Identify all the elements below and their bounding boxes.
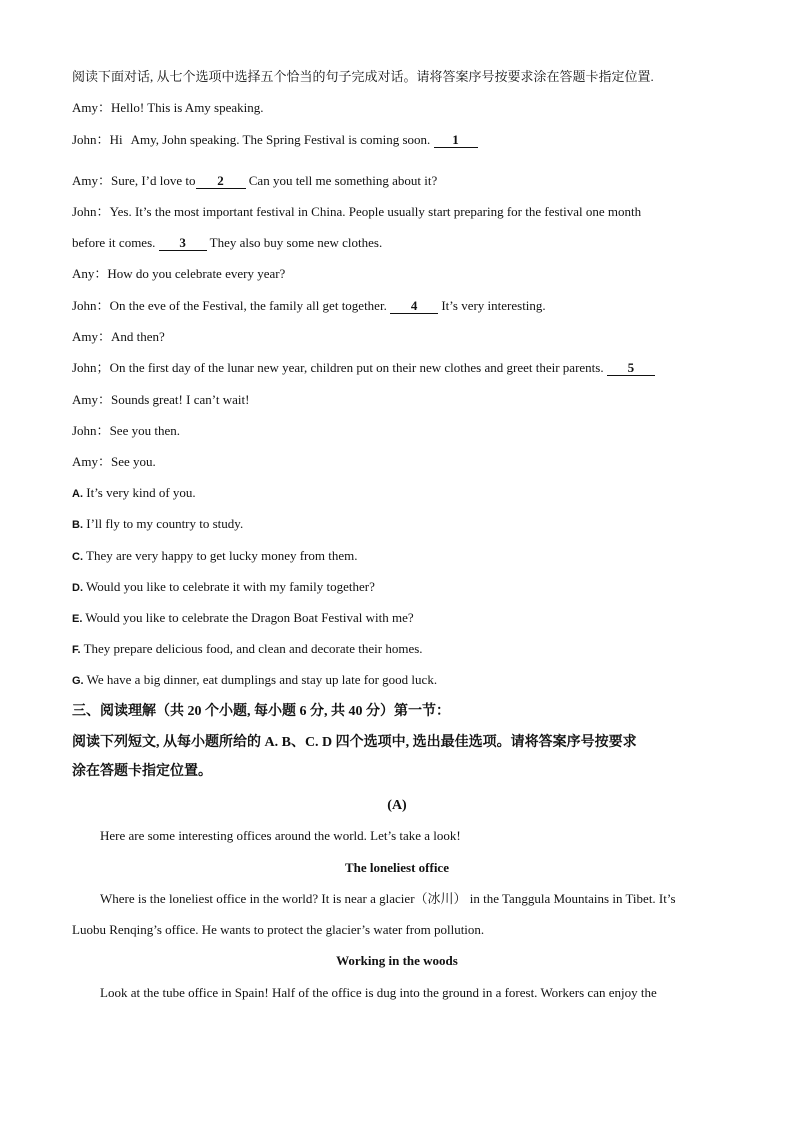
option-g: G. We have a big dinner, eat dumplings and stay up late for good luck.	[72, 672, 438, 687]
section-instruction-line-1: 阅读下列短文, 从每小题所给的 A. B、C. D 四个选项中, 选出最佳选项。请将答案序号按要求	[72, 735, 637, 750]
option-c: C. They are very happy to get lucky money from them.	[72, 548, 358, 563]
speaker: John；	[72, 360, 110, 375]
option-b: B. I’ll fly to my country to study.	[72, 516, 244, 531]
option-d: D. Would you like to celebrate it with my family together?	[72, 579, 375, 594]
paragraph-loneliest-line-1: Where is the loneliest office in the world? It is near a glacier（冰川） in the Tanggula Mountains in Tibet. It’s	[100, 891, 676, 906]
answer-blank-4[interactable]: 4	[390, 299, 438, 314]
speaker: Amy：	[72, 329, 112, 344]
dialogue-line-12: Amy：See you.	[72, 454, 156, 469]
subheading-loneliest-office: The loneliest office	[345, 860, 449, 875]
option-f: F. They prepare delicious food, and clean and decorate their homes.	[72, 641, 423, 656]
answer-blank-1[interactable]: 1	[434, 133, 478, 148]
section-instruction-line-2: 涂在答题卡指定位置。	[72, 764, 212, 779]
dialogue-line-4: John：Yes. It’s the most important festival in China. People usually start preparing for the festival one month	[72, 204, 642, 219]
option-a: A. It’s very kind of you.	[72, 485, 196, 500]
paragraph-woods-line-1: Look at the tube office in Spain! Half of the office is dug into the ground in a forest. Workers can enjoy the	[100, 985, 657, 1000]
answer-blank-3[interactable]: 3	[159, 236, 207, 251]
speaker: John：	[72, 204, 110, 219]
speaker: John：	[72, 298, 110, 313]
dialogue-line-11: John：See you then.	[72, 423, 180, 438]
speaker: Amy：	[72, 173, 112, 188]
dialogue-line-8: Amy：And then?	[72, 329, 165, 344]
section-heading: 三、阅读理解（共 20 个小题, 每小题 6 分, 共 40 分）第一节：	[72, 704, 450, 719]
dialogue-line-1: Amy：Hello! This is Amy speaking.	[72, 100, 264, 115]
passage-intro: Here are some interesting offices around the world. Let’s take a look!	[100, 828, 461, 843]
dialogue-line-2: John：Hi Amy, John speaking. The Spring Festival is coming soon. 1	[72, 132, 478, 148]
dialogue-line-3: Amy：Sure, I’d love to 2 Can you tell me something about it?	[72, 173, 438, 188]
dialogue-line-6: Any：How do you celebrate every year?	[72, 266, 286, 281]
answer-blank-2[interactable]: 2	[196, 174, 246, 189]
passage-label: (A)	[387, 798, 407, 813]
answer-blank-5[interactable]: 5	[607, 361, 655, 376]
speaker: John：	[72, 423, 110, 438]
dialogue-line-10: Amy：Sounds great! I can’t wait!	[72, 392, 250, 407]
speaker: John：	[72, 132, 110, 147]
dialogue-line-9: John；On the first day of the lunar new year, children put on their new clothes and greet their parents. 5	[72, 360, 655, 376]
speaker: Amy：	[72, 100, 112, 115]
dialogue-line-7: John：On the eve of the Festival, the family all get together. 4 It’s very interesting.	[72, 298, 546, 313]
subheading-working-in-woods: Working in the woods	[336, 953, 458, 968]
speaker: Amy：	[72, 392, 112, 407]
speaker: Amy：	[72, 454, 112, 469]
task-instructions: 阅读下面对话, 从七个选项中选择五个恰当的句子完成对话。请将答案序号按要求涂在答题卡指定位置.	[72, 69, 654, 84]
speaker: Any：	[72, 266, 108, 281]
option-e: E. Would you like to celebrate the Dragon Boat Festival with me?	[72, 610, 414, 625]
paragraph-loneliest-line-2: Luobu Renqing’s office. He wants to protect the glacier’s water from pollution.	[72, 922, 485, 937]
dialogue-line-5: before it comes. 3 They also buy some new clothes.	[72, 235, 383, 250]
